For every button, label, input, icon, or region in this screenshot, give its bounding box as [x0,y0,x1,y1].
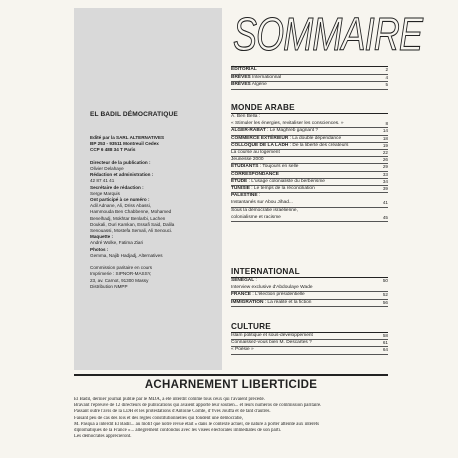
toc-entry-heading: IMMIGRATION [231,299,264,305]
toc-entry-heading: CORRESPONDANCE [231,171,279,177]
masthead-line: Imprimerie : SIPNOR-MASSY, [90,271,152,277]
editorial-line: diplomatiques de la France »... allègrement confondus avec les visées électorales immédiates de son parti. [74,428,282,433]
toc-entry-text: : De la liberté des créateurs [288,142,349,148]
masthead-line: Distribution NMPP [90,283,128,289]
masthead-line: Hammouda Ben Chabbenne, Mohamed [90,209,172,215]
toc-entry-text: : La réalité et la fiction [263,299,312,305]
toc-entry [231,82,388,88]
toc-entry [231,278,388,284]
toc-page-number: 29 [382,164,388,170]
masthead-line: Doukali, Ouri Kamkan, Essafi Said, Dalila [90,221,175,227]
toc-entry-heading: BRÈVES [231,82,251,87]
toc-entry [231,114,388,120]
toc-entry [231,143,388,149]
toc-entry-text: Instantanés sur Abou Jihad... [231,200,293,206]
masthead-line: Maquette : [90,234,113,240]
toc-page-number: 26 [382,157,388,163]
toc-page-number: 22 [382,150,388,155]
editorial-line: Les démocrates apprécieront. [74,434,132,440]
toc-entry-text: Connaissez-vous bien M. Descartes ? [231,340,312,346]
toc-entry-text: : Le Maghreb gagnant ? [265,128,319,134]
toc-entry-text: « Stimuler les énergies, revitaliser les consciences. » [231,121,344,127]
editorial-title: ACHARNEMENT LIBERTICIDE [144,379,318,391]
publication-name: EL BADIL DÉMOCRATIQUE [90,111,178,118]
toc-entry [231,285,388,291]
masthead-line: 42 87 41 41 [90,178,115,184]
toc-section-title: MONDE ARABE [231,103,295,112]
toc-entry-heading: COMMERCE EXTÉRIEUR [231,135,289,141]
toc-entry-text: : [257,193,261,199]
masthead-line: CCP 6 488 34 T Paris [90,147,136,153]
toc-entry-text: Algérie [250,82,267,87]
toc-entry-heading: COLLOQUE DE LA LADH [231,142,289,148]
masthead-line: Commission paritaire en cours [90,265,153,271]
toc-entry-text: Islam politique et sous-développement [231,333,313,338]
toc-page-number: 4 [385,74,388,80]
toc-entry-text: A. Ben Bella : [231,114,261,119]
toc-entry-text: : Le temps de la réconciliation [249,186,315,191]
toc-rule [231,221,388,222]
toc-entry-heading: BRÈVES [231,74,251,80]
masthead-line: Serge Marquis [90,190,120,196]
masthead-column [74,8,222,370]
toc-page-number: 45 [382,214,388,220]
toc-entry [231,200,388,206]
editorial-line: Passant outre l'avis de la LDH et les protestations d'Antoine Comte, d'Yves Jouffa et de tant d'autres. [74,409,271,415]
toc-entry-text: « Poésie » [231,347,254,353]
toc-entry-text: La course au logement [231,150,280,155]
toc-entry [231,333,388,339]
toc-entry-text: : Toujours en selle [258,164,299,170]
masthead-line: Adil Adnane, Ali, Driss Abassi, [90,203,152,209]
masthead-line: Photos : [90,246,109,252]
masthead-line: BP 253 - 93511 Montreuil Cedex [90,141,159,147]
toc-entry [231,347,388,353]
toc-page-number: 50 [382,278,388,283]
masthead-line: 23, av. Carnot, 91300 Massy [90,277,149,283]
toc-page-number: 41 [382,200,388,206]
toc-entry [231,300,388,306]
sommaire-logo: SOMMAIRE [233,8,423,60]
toc-entry-heading: ALGER-RABAT [231,128,266,134]
toc-entry-text: Interview exclusive d'Abdoulaye Wade [231,285,313,291]
toc-entry-text: colonialisme et racisme [231,214,281,220]
toc-entry-text: Internationnal [250,74,282,80]
toc-page-number: 56 [382,299,388,305]
toc-entry [231,186,388,192]
masthead-line: Senouassi, Mostefa Semali, Ali Senouci. [90,228,173,234]
toc-entry [231,179,388,185]
toc-section-title: CULTURE [231,322,271,331]
toc-rule [231,306,388,307]
toc-page-number: 33 [382,171,388,177]
masthead-line: Benelhadj, Mokhtar Benlarbi, Lachen [90,215,166,221]
toc-page-number: 2 [385,67,388,72]
masthead-line: Olivier Delahaye [90,166,124,172]
toc-entry-heading: SÉNÉGAL [231,278,255,283]
masthead-line: Ont participé à ce numéro : [90,197,150,203]
toc-entry-heading: ÉTUDE [231,178,248,184]
toc-entry-text: Jeunesse 2000 [231,157,264,163]
toc-page-number: 5 [385,82,388,87]
toc-entry [231,157,388,163]
toc-entry [231,292,388,298]
toc-entry-heading: TUNISIE [231,186,250,191]
masthead-credits [90,135,215,290]
editorial-line: Faisant peu de cas des lois et des règles constitutionnelles qui fondent une démocratie, [74,415,243,421]
toc-page-number: 64 [382,347,388,353]
toc-page-number: 34 [382,178,388,184]
editorial-line: M. Pasqua a interdit El Badil... au motif que notre revue était « dans le contexte actuel, de nature à porter atteinte aux intérêts [74,421,319,427]
masthead-line: Directeur de la publication : [90,159,151,165]
toc-entry-heading: ÉTUDIANTS [231,164,259,170]
masthead-line: Edité par la SARL ALTERNATIVES [90,135,165,140]
toc-entry [231,208,388,214]
toc-entry-text: : [254,278,257,283]
toc-entry [231,215,388,221]
masthead-line: Rédaction et administration : [90,172,154,178]
toc-entry-text: : L'usage colonialiste du berbérisme [247,178,325,184]
toc-page-number: 8 [385,121,388,127]
toc-entry-heading: PALESTINE [231,193,258,199]
toc-entry [231,128,388,134]
toc-entry-heading: ÉDITORIAL [231,67,257,72]
toc-entry-heading: FRANCE [231,292,251,298]
editorial-line: El Badil, dernier journal publié par le MDA, a été interdit comme tous ceux qui l'avaient précédé. [74,397,265,402]
toc-entry [231,193,388,199]
masthead-line: Secrétaire de rédaction : [90,184,144,190]
toc-page-number: 19 [382,142,388,148]
toc-entry [231,164,388,170]
toc-section-title: INTERNATIONAL [231,267,300,276]
toc-entry [231,136,388,142]
toc-page-number: 61 [382,340,388,346]
toc-page-number: 18 [382,135,388,141]
toc-entry-text: Sous la démocratie israélienne, [231,207,298,213]
toc-entry [231,67,388,73]
toc-rule [231,354,388,355]
toc-page-number: 39 [382,186,388,191]
toc-entry [231,121,388,127]
editorial-line: Bravant l'épreuve de 12 directeurs de publications qui avaient apporté leur soutien... et leurs numéros de commission paritaire. [74,403,322,409]
toc-page-number: 14 [382,128,388,134]
toc-page-number: 52 [382,292,388,298]
toc-page-number: 58 [382,333,388,338]
toc-entry [231,172,388,178]
toc-entry [231,340,388,346]
toc-rule [231,89,388,90]
toc-entry [231,150,388,156]
masthead-line: André Wolke, Fatima Ziari [90,240,144,246]
toc-entry-text: : L'élection présidentielle [251,292,305,298]
masthead-line: Gemma, Najib Hadjadj, Alternatives [90,252,163,258]
toc-entry [231,75,388,81]
editorial-rule [74,374,388,376]
toc-entry-text: : La double dépendance [288,135,342,141]
